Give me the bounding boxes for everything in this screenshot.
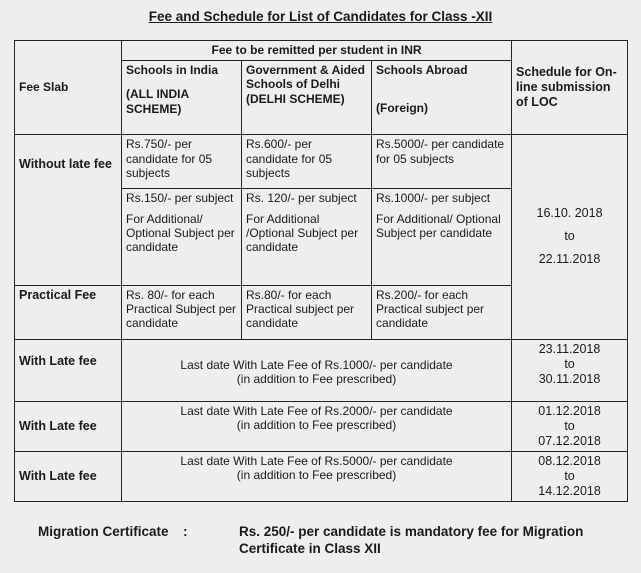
late-fee-row-1	[15, 339, 628, 401]
fee-slab-header: Fee Slab	[15, 41, 122, 135]
without-late-fee-row-1	[15, 135, 628, 189]
document-title-text: Fee and Schedule for List of Candidates for Class -XII	[148, 9, 493, 24]
india-base-fee: Rs.750/- per candidate for 05 subjects	[122, 135, 242, 189]
schedule-regular	[512, 135, 628, 339]
migration-label: Migration Certificate	[38, 524, 169, 539]
late-fee-to-2: 07.12.2018	[538, 433, 601, 448]
delhi-additional-fee	[242, 189, 372, 285]
document-title	[0, 9, 641, 24]
late-fee-to-word-2: to	[564, 418, 575, 433]
schedule-regular-to-word: to	[564, 229, 575, 244]
late-fee-from-1: 23.11.2018	[538, 341, 601, 356]
india-additional-amount: Rs.150/- per subject	[126, 191, 234, 206]
late-fee-line2-2: (in addition to Fee prescribed)	[236, 418, 397, 433]
column-india-scheme: (ALL INDIA SCHEME)	[126, 87, 189, 116]
late-fee-label-3: With Late fee	[15, 451, 122, 501]
late-fee-line1-2: Last date With Late Fee of Rs.2000/- per candidate	[180, 403, 453, 418]
header-row-1	[15, 41, 628, 61]
late-fee-line1-3: Last date With Late Fee of Rs.5000/- per candidate	[180, 453, 453, 468]
late-fee-label-1: With Late fee	[15, 339, 122, 401]
late-fee-desc-2	[122, 401, 512, 451]
late-fee-row-2	[15, 401, 628, 451]
late-fee-line2-3: (in addition to Fee prescribed)	[236, 468, 397, 483]
migration-colon: :	[183, 524, 188, 539]
schedule-regular-to: 22.11.2018	[538, 252, 601, 267]
india-additional-fee	[122, 189, 242, 285]
abroad-additional-fee	[372, 189, 512, 285]
column-delhi-name: Government & Aided Schools of Delhi	[246, 63, 365, 92]
india-additional-note: For Additional/ Optional Subject per candidate	[126, 211, 235, 255]
column-header-abroad	[372, 61, 512, 135]
abroad-additional-note: For Additional/ Optional Subject per candidate	[376, 211, 501, 241]
late-fee-schedule-2	[512, 401, 628, 451]
migration-text: Rs. 250/- per candidate is mandatory fee for Migration Certificate in Class XII	[239, 524, 584, 556]
late-fee-line1-1: Last date With Late Fee of Rs.1000/- per candidate	[180, 357, 453, 372]
fee-remit-header: Fee to be remitted per student in INR	[122, 41, 512, 61]
schedule-regular-from: 16.10. 2018	[536, 206, 603, 221]
delhi-additional-amount: Rs. 120/- per subject	[246, 191, 357, 206]
late-fee-from-3: 08.12.2018	[538, 453, 601, 468]
delhi-additional-note: For Additional /Optional Subject per candidate	[246, 211, 359, 255]
india-practical-fee: Rs. 80/- for each Practical Subject per candidate	[122, 285, 242, 339]
column-header-india	[122, 61, 242, 135]
column-india-name: Schools in India	[126, 63, 219, 78]
abroad-practical-fee: Rs.200/- for each Practical subject per candidate	[372, 285, 512, 339]
late-fee-line2-1: (in addition to Fee prescribed)	[236, 372, 397, 386]
late-fee-to-1: 30.11.2018	[538, 371, 601, 386]
late-fee-desc-3	[122, 451, 512, 501]
late-fee-to-word-3: to	[564, 468, 575, 483]
late-fee-desc-1	[122, 339, 512, 401]
delhi-base-fee: Rs.600/- per candidate for 05 subjects	[242, 135, 372, 189]
column-header-delhi	[242, 61, 372, 135]
column-abroad-scheme: (Foreign)	[376, 101, 428, 116]
abroad-additional-amount: Rs.1000/- per subject	[376, 191, 491, 206]
delhi-practical-fee: Rs.80/- for each Practical subject per candidate	[242, 285, 372, 339]
late-fee-to-word-1: to	[564, 356, 575, 371]
practical-fee-label: Practical Fee	[15, 285, 122, 339]
late-fee-from-2: 01.12.2018	[538, 403, 601, 418]
column-abroad-name: Schools Abroad	[376, 63, 468, 78]
column-delhi-scheme: (DELHI SCHEME)	[246, 91, 345, 106]
late-fee-row-3	[15, 451, 628, 501]
schedule-header: Schedule for On-line submission of LOC	[512, 41, 628, 135]
late-fee-schedule-1	[512, 339, 628, 401]
late-fee-schedule-3	[512, 451, 628, 501]
fee-schedule-table	[14, 40, 628, 502]
late-fee-to-3: 14.12.2018	[538, 483, 601, 498]
abroad-base-fee: Rs.5000/- per candidate for 05 subjects	[372, 135, 512, 189]
late-fee-label-2: With Late fee	[15, 401, 122, 451]
without-late-fee-label: Without late fee	[15, 135, 122, 285]
